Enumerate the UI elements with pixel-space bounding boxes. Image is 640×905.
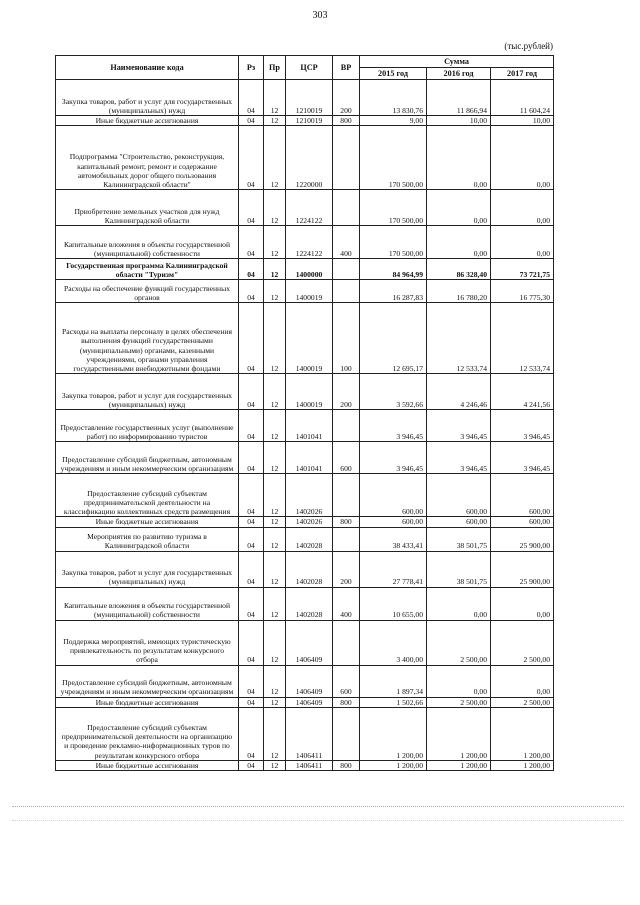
cell-pr: 12 (264, 587, 286, 620)
cell-rz: 04 (239, 226, 264, 259)
cell-rz: 04 (239, 80, 264, 116)
cell-y2015: 1 200,00 (360, 760, 427, 770)
cell-vr: 200 (333, 80, 360, 116)
cell-rz: 04 (239, 280, 264, 303)
cell-pr: 12 (264, 259, 286, 280)
cell-vr (333, 474, 360, 517)
cell-y2015: 27 778,41 (360, 551, 427, 587)
cell-y2016: 10,00 (427, 116, 491, 126)
cell-y2016: 0,00 (427, 190, 491, 226)
cell-rz: 04 (239, 410, 264, 442)
cell-rz: 04 (239, 190, 264, 226)
cell-csr: 1400019 (286, 374, 333, 410)
cell-csr: 1401041 (286, 410, 333, 442)
cell-pr: 12 (264, 303, 286, 374)
cell-csr: 1400019 (286, 280, 333, 303)
cell-vr: 800 (333, 760, 360, 770)
cell-y2017: 0,00 (491, 587, 554, 620)
cell-csr: 1402028 (286, 587, 333, 620)
cell-y2015: 600,00 (360, 517, 427, 527)
cell-rz: 04 (239, 620, 264, 665)
cell-y2016: 38 501,75 (427, 551, 491, 587)
cell-vr (333, 527, 360, 551)
cell-y2017: 0,00 (491, 190, 554, 226)
units-label: (тыс.рублей) (504, 41, 553, 51)
cell-vr: 100 (333, 303, 360, 374)
cell-y2015: 3 400,00 (360, 620, 427, 665)
cell-rz: 04 (239, 527, 264, 551)
cell-y2015: 12 695,17 (360, 303, 427, 374)
cell-y2017: 2 500,00 (491, 697, 554, 707)
cell-name: Мероприятия по развитию туризма в Калининградской области (56, 527, 239, 551)
cell-y2016: 1 200,00 (427, 760, 491, 770)
cell-y2017: 3 946,45 (491, 442, 554, 474)
cell-pr: 12 (264, 80, 286, 116)
cell-pr: 12 (264, 707, 286, 760)
cell-rz: 04 (239, 303, 264, 374)
cell-csr: 1402026 (286, 517, 333, 527)
cell-y2016: 0,00 (427, 587, 491, 620)
cell-y2015: 84 964,99 (360, 259, 427, 280)
cell-pr: 12 (264, 226, 286, 259)
table-row (56, 551, 554, 587)
table-row (56, 374, 554, 410)
cell-name: Предоставление субсидий бюджетным, автономным учреждениям и иным некоммерческим организациям (56, 442, 239, 474)
cell-pr: 12 (264, 374, 286, 410)
header-2015: 2015 год (360, 68, 427, 80)
cell-csr: 1220000 (286, 126, 333, 190)
cell-rz: 04 (239, 259, 264, 280)
cell-rz: 04 (239, 760, 264, 770)
cell-y2017: 16 775,30 (491, 280, 554, 303)
cell-y2016: 3 946,45 (427, 442, 491, 474)
cell-rz: 04 (239, 442, 264, 474)
cell-rz: 04 (239, 665, 264, 697)
cell-vr (333, 707, 360, 760)
cell-name: Закупка товаров, работ и услуг для государственных (муниципальных) нужд (56, 80, 239, 116)
cell-y2017: 73 721,75 (491, 259, 554, 280)
cell-y2016: 3 946,45 (427, 410, 491, 442)
cell-name: Расходы на обеспечение функций государственных органов (56, 280, 239, 303)
cell-y2016: 38 501,75 (427, 527, 491, 551)
cell-csr: 1402028 (286, 551, 333, 587)
table-row (56, 410, 554, 442)
cell-pr: 12 (264, 190, 286, 226)
cell-pr: 12 (264, 126, 286, 190)
cell-name: Иные бюджетные ассигнования (56, 760, 239, 770)
cell-name: Предоставление субсидий субъектам предпринимательской деятельности на организацию и проведение рекламно-информационных туров по результатам конкурсного отбора (56, 707, 239, 760)
cell-name: Капитальные вложения в объекты государственной (муниципальной) собственности (56, 226, 239, 259)
cell-csr: 1224122 (286, 226, 333, 259)
cell-y2015: 1 502,66 (360, 697, 427, 707)
table-row (56, 517, 554, 527)
cell-rz: 04 (239, 517, 264, 527)
cell-csr: 1406409 (286, 697, 333, 707)
cell-vr (333, 280, 360, 303)
cell-name: Закупка товаров, работ и услуг для государственных (муниципальных) нужд (56, 551, 239, 587)
cell-y2015: 3 592,66 (360, 374, 427, 410)
cell-y2016: 16 780,20 (427, 280, 491, 303)
cell-y2017: 4 241,56 (491, 374, 554, 410)
cell-y2017: 11 604,24 (491, 80, 554, 116)
table-row (56, 303, 554, 374)
table-row (56, 587, 554, 620)
cell-y2015: 9,00 (360, 116, 427, 126)
cell-rz: 04 (239, 697, 264, 707)
cell-y2015: 38 433,41 (360, 527, 427, 551)
cell-csr: 1402026 (286, 474, 333, 517)
cell-y2017: 25 900,00 (491, 527, 554, 551)
header-vr: ВР (333, 56, 360, 80)
cell-rz: 04 (239, 587, 264, 620)
cell-rz: 04 (239, 116, 264, 126)
cell-csr: 1224122 (286, 190, 333, 226)
cell-name: Иные бюджетные ассигнования (56, 697, 239, 707)
header-2016: 2016 год (427, 68, 491, 80)
cell-vr (333, 126, 360, 190)
header-csr: ЦСР (286, 56, 333, 80)
cell-csr: 1210019 (286, 80, 333, 116)
cell-name: Поддержка мероприятий, имеющих туристическую привлекательность по результатам конкурсного отбора (56, 620, 239, 665)
table-row (56, 707, 554, 760)
cell-pr: 12 (264, 620, 286, 665)
cell-csr: 1406411 (286, 760, 333, 770)
cell-csr: 1210019 (286, 116, 333, 126)
cell-vr: 600 (333, 442, 360, 474)
cell-y2017: 25 900,00 (491, 551, 554, 587)
cell-vr: 800 (333, 697, 360, 707)
cell-name: Иные бюджетные ассигнования (56, 116, 239, 126)
cell-y2016: 600,00 (427, 474, 491, 517)
cell-vr: 600 (333, 665, 360, 697)
header-sum: Сумма (360, 56, 554, 68)
header-2017: 2017 год (491, 68, 554, 80)
cell-y2017: 2 500,00 (491, 620, 554, 665)
cell-pr: 12 (264, 280, 286, 303)
cell-y2015: 16 287,83 (360, 280, 427, 303)
cell-rz: 04 (239, 551, 264, 587)
cell-csr: 1406409 (286, 665, 333, 697)
cell-vr: 800 (333, 517, 360, 527)
cell-y2016: 11 866,94 (427, 80, 491, 116)
cell-y2017: 600,00 (491, 474, 554, 517)
cell-y2016: 12 533,74 (427, 303, 491, 374)
cell-csr: 1400000 (286, 259, 333, 280)
cell-rz: 04 (239, 707, 264, 760)
cell-pr: 12 (264, 474, 286, 517)
cell-vr: 200 (333, 551, 360, 587)
table-row (56, 665, 554, 697)
table-row (56, 259, 554, 280)
cell-y2017: 1 200,00 (491, 707, 554, 760)
cell-name: Капитальные вложения в объекты государственной (муниципальной) собственности (56, 587, 239, 620)
cell-pr: 12 (264, 410, 286, 442)
cell-csr: 1406409 (286, 620, 333, 665)
page-number: 303 (312, 10, 328, 21)
cell-name: Государственная программа Калининградской области "Туризм" (56, 259, 239, 280)
cell-y2017: 600,00 (491, 517, 554, 527)
cell-name: Предоставление субсидий бюджетным, автономным учреждениям и иным некоммерческим организациям (56, 665, 239, 697)
cell-y2015: 170 500,00 (360, 226, 427, 259)
cell-rz: 04 (239, 374, 264, 410)
table-row (56, 80, 554, 116)
cell-y2015: 1 897,34 (360, 665, 427, 697)
cell-y2017: 0,00 (491, 226, 554, 259)
cell-y2017: 12 533,74 (491, 303, 554, 374)
table-row (56, 474, 554, 517)
table-row (56, 116, 554, 126)
cell-vr: 400 (333, 587, 360, 620)
cell-y2016: 4 246,46 (427, 374, 491, 410)
cell-pr: 12 (264, 697, 286, 707)
cell-vr (333, 410, 360, 442)
cell-y2016: 0,00 (427, 665, 491, 697)
cell-y2016: 0,00 (427, 226, 491, 259)
cell-y2016: 1 200,00 (427, 707, 491, 760)
cell-pr: 12 (264, 527, 286, 551)
cell-vr: 200 (333, 374, 360, 410)
cell-y2015: 3 946,45 (360, 410, 427, 442)
table-row (56, 620, 554, 665)
cell-vr: 800 (333, 116, 360, 126)
table-row (56, 190, 554, 226)
cell-pr: 12 (264, 551, 286, 587)
table-row (56, 760, 554, 770)
table-row (56, 126, 554, 190)
cell-pr: 12 (264, 442, 286, 474)
cell-rz: 04 (239, 474, 264, 517)
table-row (56, 442, 554, 474)
cell-vr: 400 (333, 226, 360, 259)
cell-y2016: 600,00 (427, 517, 491, 527)
cell-pr: 12 (264, 517, 286, 527)
footer-divider (12, 806, 624, 807)
cell-csr: 1401041 (286, 442, 333, 474)
cell-y2016: 0,00 (427, 126, 491, 190)
cell-y2015: 170 500,00 (360, 190, 427, 226)
cell-y2015: 170 500,00 (360, 126, 427, 190)
table-row (56, 527, 554, 551)
cell-name: Расходы на выплаты персоналу в целях обеспечения выполнения функций государственными (муниципальными) органами, казенными учреждениями, органами управления государственными внебюджетными фондами (56, 303, 239, 374)
cell-pr: 12 (264, 116, 286, 126)
table-row (56, 697, 554, 707)
cell-rz: 04 (239, 126, 264, 190)
cell-y2017: 10,00 (491, 116, 554, 126)
cell-csr: 1400019 (286, 303, 333, 374)
cell-pr: 12 (264, 665, 286, 697)
cell-csr: 1406411 (286, 707, 333, 760)
cell-y2016: 86 328,40 (427, 259, 491, 280)
header-rz: Рз (239, 56, 264, 80)
cell-vr (333, 259, 360, 280)
cell-name: Закупка товаров, работ и услуг для государственных (муниципальных) нужд (56, 374, 239, 410)
cell-y2017: 0,00 (491, 126, 554, 190)
cell-name: Предоставление государственных услуг (выполнение работ) по информированию туристов (56, 410, 239, 442)
cell-y2015: 3 946,45 (360, 442, 427, 474)
cell-name: Приобретение земельных участков для нужд Калининградской области (56, 190, 239, 226)
cell-name: Предоставление субсидий субъектам предпринимательской деятельности на классификацию коллективных средств размещения (56, 474, 239, 517)
cell-name: Подпрограмма "Строительство, реконструкция, капитальный ремонт, ремонт и содержание автомобильных дорог общего пользования Калининградской области" (56, 126, 239, 190)
cell-y2015: 1 200,00 (360, 707, 427, 760)
cell-name: Иные бюджетные ассигнования (56, 517, 239, 527)
cell-csr: 1402028 (286, 527, 333, 551)
table-row (56, 280, 554, 303)
cell-y2015: 13 830,76 (360, 80, 427, 116)
cell-vr (333, 190, 360, 226)
cell-y2017: 1 200,00 (491, 760, 554, 770)
budget-table (55, 55, 554, 771)
table-row (56, 226, 554, 259)
cell-vr (333, 620, 360, 665)
cell-y2017: 3 946,45 (491, 410, 554, 442)
cell-y2016: 2 500,00 (427, 620, 491, 665)
cell-y2017: 0,00 (491, 665, 554, 697)
cell-y2016: 2 500,00 (427, 697, 491, 707)
header-pr: Пр (264, 56, 286, 80)
cell-y2015: 10 655,00 (360, 587, 427, 620)
footer-divider-faint (12, 820, 624, 821)
cell-pr: 12 (264, 760, 286, 770)
cell-y2015: 600,00 (360, 474, 427, 517)
header-name: Наименование кода (56, 56, 239, 80)
